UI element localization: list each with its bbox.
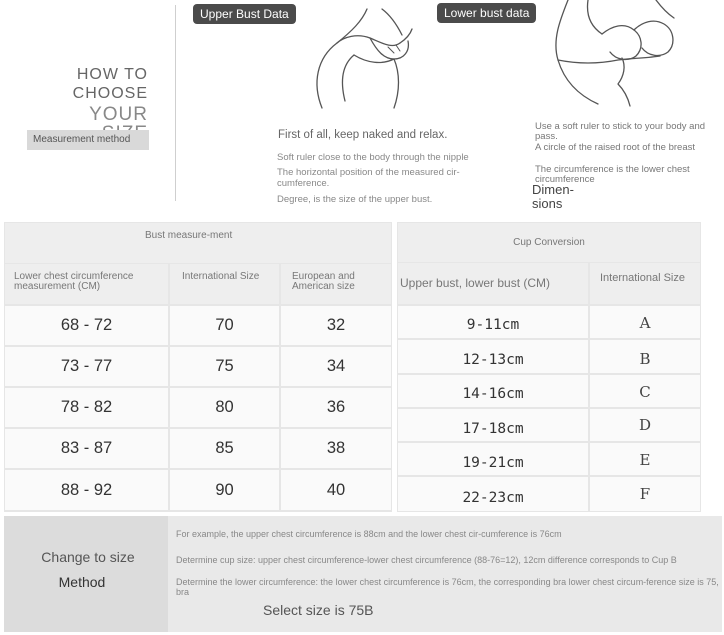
bust-measurement-table [4,222,392,512]
heading-your-size: YOUR [89,104,148,125]
cup-cell-size: D [590,409,700,441]
cup-cell-difference: 12-13cm [398,340,588,373]
upper-bust-step-2: The horizontal position of the measured cir-cumference. [277,167,460,189]
cup-cell-difference: 19-21cm [398,443,588,475]
cup-cell-difference: 22-23cm [398,477,588,511]
lower-bust-step-4: Dimen-sions [532,182,574,211]
cup-cell-difference: 9-11cm [398,306,588,338]
cup-cell-difference: 14-16cm [398,375,588,407]
cup-conversion-table [397,222,701,512]
example-text-1: For example, the upper chest circumference is 88cm and the lower chest cir-cumference is 76cm [176,529,562,539]
lower-bust-step-1: Use a soft ruler to stick to your body and pass. [535,121,706,142]
upper-bust-step-1: Soft ruler close to the body through the nipple [277,152,469,163]
bust-cell-international: 75 [170,347,279,386]
bust-col-header-international: International Size [170,264,279,304]
upper-bust-tag: Upper Bust Data [193,4,296,24]
bust-cell-eu-us: 32 [281,306,391,345]
bust-cell-lower: 73 - 77 [5,347,168,386]
bust-cell-lower: 78 - 82 [5,388,168,427]
example-text-2: Determine cup size: upper chest circumference-lower chest circumference (88-76=12), 12cm difference corresponds to Cup B [176,555,677,565]
cup-cell-size: B [590,340,700,373]
upper-bust-title: First of all, keep naked and relax. [278,129,448,141]
bust-col-header-lower: Lower chest circumference measurement (CM) [5,264,168,304]
bust-cell-eu-us: 36 [281,388,391,427]
heading-choose: CHOOSE [72,85,148,102]
bust-cell-international: 80 [170,388,279,427]
cup-col-header-difference: Upper bust, lower bust (CM) [398,263,588,304]
selected-size-result: Select size is 75B [263,602,374,618]
example-text-3: Determine the lower circumference: the lower chest circumference is 76cm, the corresponding bra lower chest circum-ference size is 75, bra [176,577,719,597]
bust-cell-international: 85 [170,429,279,468]
cup-cell-size: E [590,443,700,475]
cup-table-title: Cup Conversion [398,223,700,262]
cup-cell-size: F [590,477,700,511]
change-to-size-label: Change to size [41,549,135,565]
header-divider [175,5,176,201]
bust-cell-international: 70 [170,306,279,345]
upper-bust-illustration [282,3,427,111]
heading-how-to: HOW TO [76,66,148,83]
cup-cell-size: C [590,375,700,407]
lower-bust-step-2: A circle of the raised root of the breast [535,142,696,153]
bust-cell-eu-us: 34 [281,347,391,386]
bust-cell-lower: 88 - 92 [5,470,168,510]
lower-bust-illustration [538,0,680,108]
bust-table-title: Bust measure-ment [5,223,391,263]
bust-cell-lower: 68 - 72 [5,306,168,345]
cup-cell-size: A [590,306,700,338]
cup-col-header-size: International Size [590,263,700,304]
upper-bust-step-3: Degree, is the size of the upper bust. [277,194,433,205]
cup-cell-difference: 17-18cm [398,409,588,441]
bust-cell-international: 90 [170,470,279,510]
lower-bust-step-3: The circumference is the lower chest circumference [535,164,690,185]
measurement-method-badge: Measurement method [27,130,149,150]
bust-cell-eu-us: 40 [281,470,391,510]
bust-cell-lower: 83 - 87 [5,429,168,468]
bust-cell-eu-us: 38 [281,429,391,468]
lower-bust-tag: Lower bust data [437,3,536,23]
method-label: Method [58,574,106,590]
bust-col-header-eu-us: European and American size [281,264,391,304]
